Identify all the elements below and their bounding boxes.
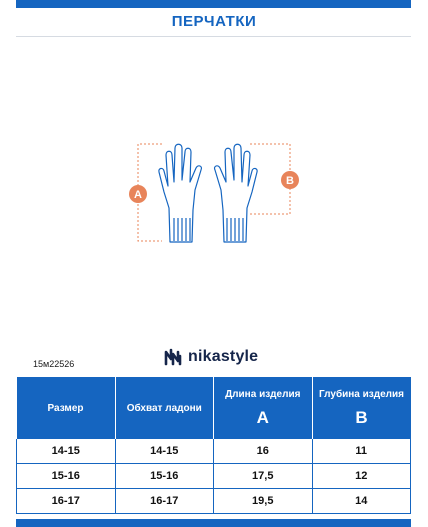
table-cell: 14 (312, 489, 411, 514)
table-cell: 19,5 (214, 489, 313, 514)
brand-logo (164, 346, 258, 368)
header-depth-letter: B (355, 407, 368, 427)
top-bar (16, 0, 411, 8)
nikastyle-logo-icon (164, 348, 184, 366)
table-cell: 12 (312, 464, 411, 489)
table-cell: 16 (214, 439, 313, 464)
table-cell: 17,5 (214, 464, 313, 489)
header-size: Размер (17, 377, 116, 439)
table-cell: 16-17 (115, 489, 214, 514)
header-depth: Глубина изделия B (312, 377, 411, 439)
bottom-bar (16, 519, 411, 527)
table-row (17, 489, 411, 514)
marker-a-label: A (134, 189, 142, 201)
header-length-letter: A (256, 407, 269, 427)
size-table-header (17, 377, 411, 439)
left-glove-icon (159, 144, 202, 242)
table-row (17, 464, 411, 489)
table-cell: 14-15 (17, 439, 116, 464)
header-palm-girth: Обхват ладони (115, 377, 214, 439)
table-cell: 14-15 (115, 439, 214, 464)
title-divider (16, 36, 411, 37)
right-glove-icon (215, 144, 258, 242)
header-length: Длина изделия A (214, 377, 313, 439)
marker-b-label: B (286, 175, 294, 187)
table-row (17, 439, 411, 464)
table-cell: 15-16 (17, 464, 116, 489)
table-cell: 15-16 (115, 464, 214, 489)
size-table (16, 377, 411, 514)
table-cell: 16-17 (17, 489, 116, 514)
page-title: ПЕРЧАТКИ (171, 13, 257, 30)
brand-name: nikastyle (188, 348, 259, 365)
product-code: 15м22526 (33, 359, 75, 369)
table-cell: 11 (312, 439, 411, 464)
gloves-diagram (126, 138, 306, 248)
